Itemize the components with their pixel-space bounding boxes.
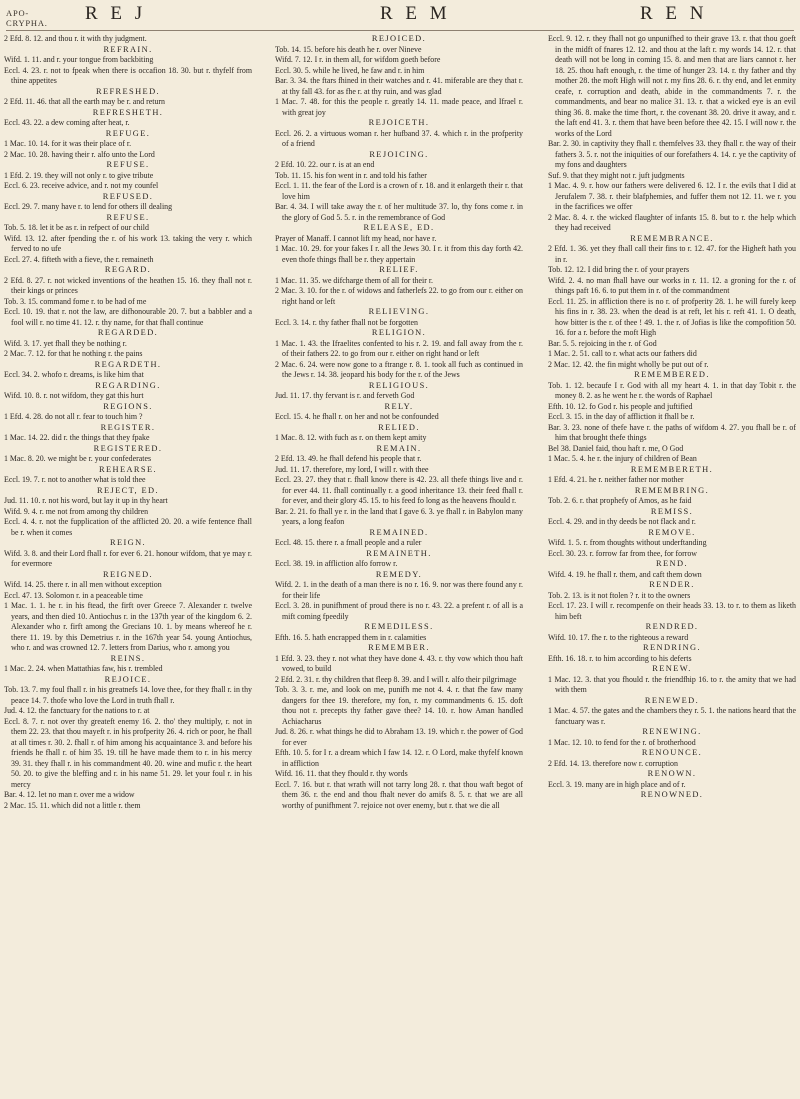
entry-line: 2 Mac. 12. 42. the fin might wholly be put out of r. [548, 359, 709, 369]
entry-line: Tob. 2. 6. r. that prophefy of Amos, as he faid [548, 496, 692, 505]
entry-line: Eccl. 6. 23. receive advice, and r. not my counfel [4, 181, 159, 190]
entry-line: Wifd. 9. 4. r. me not from among thy children [4, 506, 149, 516]
entry-line: 2 Efd. 1. 36. yet they fhall call their fins to r. 12. 47. for the Higheft hath you in r. [548, 244, 796, 264]
headword: REND. [656, 559, 688, 568]
entry-line: Eccl. 27. 4. fifteth with a fieve, the r. remaineth [4, 254, 154, 264]
entry-line: Bar. 4. 34. I will take away the r. of her multitude 37. lo, thy fons come r. in the glory of God 5. 5. r. in the remembrance of God [275, 202, 523, 222]
column-2 [275, 34, 523, 1094]
entry-line: Eccl. 3. 19. many are in high place and of r. [548, 779, 686, 789]
entry-line: Tob. 12. 12. I did bring the r. of your prayers [548, 265, 690, 274]
entry-line: 1 Mac. 4. 9. r. how our fathers were delivered 6. 12. I r. the evils that I did at Jerufalem 7. 38. r. their blafphemies, and fuffer them not 12. 11. we r. you in the facrifices we offer [548, 181, 796, 211]
headword: REIGNED. [102, 569, 154, 579]
entry-line: 1 Mac. 1. 43. the Ifraelites confented to his r. 2. 19. and fall away from the r. of their fathers 22. to go from our r. either on right hand or left [275, 338, 523, 358]
entry-line: 2 Efd. 8. 27. r. not wicked inventions of the heathen 15. 16. they fhall not r. their kings or princes [4, 275, 252, 295]
catchword-middle: R E M [380, 3, 451, 24]
column-3 [548, 34, 796, 1094]
entry-line: 1 Mac. 2. 51. call to r. what acts our fathers did [548, 349, 697, 358]
entry-line: Tob. 14. 15. before his death he r. over Nineve [275, 44, 422, 54]
headword: REMAINED. [369, 527, 429, 537]
entry-line: Wifd. 14. 25. there r. in all men without exception [4, 580, 162, 589]
entry-line: Bar. 5. 5. rejoicing in the r. of God [548, 338, 657, 348]
entry-line: Eccl. 23. 27. they that r. fhall know there is 42. 23. all thefe things live and r. for ever 44. 11. fhall continually r. a good inheritance 13. their feed fhall r. for ever, and their glory 45. 15. to his feed fo long as the heavens fhould r. [275, 475, 523, 505]
headword: REMOVE. [648, 527, 696, 537]
headword: REMEDILESS. [364, 622, 434, 631]
headword: REJOICED. [371, 34, 427, 43]
entry-line: Jud. 4. 12. the fanctuary for the nations to r. at [4, 706, 150, 715]
headword: REMEMBERED. [634, 370, 710, 379]
entry-line: Bar. 4. 12. let no man r. over me a widow [4, 790, 135, 799]
entry-line: 1 Efd. 4. 21. he r. neither father nor mother [548, 475, 684, 484]
entry-line: 1 Mac. 5. 4. he r. the injury of children of Bean [548, 454, 697, 463]
entry-line: Jud. 11. 10. r. not his word, but lay it up in thy heart [4, 496, 168, 505]
entry-line: Tob. 3. 3. r. me, and look on me, punifh me not 4. 4. r. that fhe faw many dangers for thee 19. therefore, my fon, r. my commandments 6. 15. doft thou not r. precepts thy father gave thee? 14. 10. r. how Aman handled Achiacharus [275, 685, 523, 726]
header-rule [6, 30, 794, 31]
headword: REGARD. [104, 265, 152, 274]
entry-line: 1 Mac. 12. 3. that you fhould r. the friendfhip 16. to r. the amity that we had with them [548, 674, 796, 694]
headword: RENOWN. [647, 769, 697, 778]
headword: REGISTERED. [93, 443, 163, 453]
entry-line: Wifd. 4. 19. he fhall r. them, and caft them down [548, 569, 702, 579]
entry-line: Eccl. 34. 2. whofo r. dreams, is like him that [4, 370, 144, 379]
headword: REHEARSE. [99, 464, 157, 474]
entry-line: Eccl. 4. 4. r. not the fupplication of the afflicted 20. 20. a wife fentence fhall be r. when it comes [4, 517, 252, 537]
headword: RENDER. [649, 580, 695, 589]
headword: RELIGIOUS. [368, 380, 430, 390]
entry-line: 1 Mac. 10. 14. for it was their place of r. [4, 139, 132, 148]
headword: REMEMBRANCE. [630, 233, 714, 243]
entry-line: Bar. 2. 30. in captivity they fhall r. themfelves 33. they fhall r. the way of their fathers 3. 5. r. not the iniquities of our forefathers 4. 14. r. ye the captivity of my fons and daughters [548, 139, 796, 169]
entry-line: Wifd. 7. 12. I r. in them all, for wifdom goeth before [275, 55, 441, 64]
entry-line: Bar. 3. 23. none of thefe have r. the paths of wifdom 4. 27. you fhall be r. of him that brought thefe things [548, 422, 796, 442]
headword: REJOICE. [104, 674, 152, 684]
headword: REFUSE. [106, 160, 150, 169]
headword: REGARDING. [95, 380, 161, 390]
entry-line: Wifd. 2. 1. in the death of a man there is no r. 16. 9. nor was there found any r. for their life [275, 580, 523, 600]
entry-line: 1 Efd. 4. 28. do not all r. fear to touch him ? [4, 412, 143, 421]
catchword-right: R E N [640, 3, 708, 24]
entry-line: Eccl. 3. 14. r. thy father fhall not be forgotten [275, 317, 418, 327]
entry-line: Eccl. 7. 16. but r. that wrath will not tarry long 28. r. that thou waft begot of them 36. r. the end and thou fhalt never do amifs 8. 5. r. that we are all worthy of punifhment 7. rejoice not over enemy, but r. that we die all [275, 779, 523, 810]
headword: RELEASE, ED. [363, 223, 435, 232]
headword: REJOICING. [369, 149, 429, 159]
entry-line: Eccl. 29. 7. many have r. to lend for others ill dealing [4, 202, 173, 211]
headword: REIGN. [109, 538, 147, 547]
headword: REMISS. [650, 506, 694, 516]
headword: RENEWING. [642, 727, 702, 736]
entry-line: Tob. 1. 12. becaufe I r. God with all my heart 4. 1. in that day Tobit r. the money 8. 2. as he went he r. the words of Raphael [548, 380, 796, 400]
headword: REGARDETH. [94, 359, 162, 369]
entry-line: Efth. 16. 5. hath encrapped them in r. calamities [275, 632, 427, 642]
headword: RENDRING. [643, 643, 701, 652]
entry-line: Efth. 16. 18. r. to him according to his deferts [548, 653, 692, 663]
entry-line: 1 Efd. 2. 19. they will not only r. to give tribute [4, 170, 154, 180]
headword: RENOWNED. [640, 790, 704, 799]
column-1 [4, 34, 252, 1094]
entry-line: 2 Efd. 11. 46. that all the earth may be r. and return [4, 97, 165, 106]
entry-line: Eccl. 30. 23. r. forrow far from thee, for forrow [548, 548, 697, 558]
entry-line: 2 Efd. 8. 12. and thou r. it with thy judgment. [4, 34, 147, 43]
headword: RENEWED. [644, 695, 700, 705]
entry-line: Eccl. 11. 25. in affliction there is no r. of profperity 28. 1. he will furely keep his fins in r. 38. 23. when the dead is at reft, let his r. reft 41. 1. O death, how bitter is the r. of thee ! 49. 1. the r. of Jofias is like the compofition 50. 16. for a r. before the moft High [548, 296, 796, 337]
running-head-line-2: CRYPHA. [6, 18, 48, 28]
entry-line: 2 Efd. 10. 22. our r. is at an end [275, 160, 375, 169]
headword: REFRAIN. [103, 44, 153, 54]
entry-line: Wifd. 2. 4. no man fhall have our works in r. 11. 12. a groning for the r. of things paft 16. 6. to put them in r. of the commandment [548, 275, 796, 295]
entry-line: 1 Mac. 4. 57. the gates and the chambers they r. 5. 1. the nations heard that the fanctuary was r. [548, 706, 796, 726]
entry-line: Eccl. 47. 13. Solomon r. in a peaceable time [4, 590, 143, 600]
headword: RELY. [384, 401, 414, 411]
entry-line: Bar. 3. 34. the ftars fhined in their watches and r. 41. miferable are they that r. at thy fall 43. for as fhe r. at thy ruin, and was glad [275, 76, 523, 96]
headword: REINS. [110, 653, 146, 663]
entry-line: Bar. 2. 21. fo fhall ye r. in the land that I gave 6. 3. ye fhall r. in Babylon many years, a long feafon [275, 506, 523, 526]
entry-line: Eccl. 17. 23. I will r. recompenfe on their heads 33. 13. to r. to them as liketh him beft [548, 601, 796, 621]
headword: RELIEVING. [368, 307, 430, 316]
entry-line: Tob. 3. 15. command fome r. to be had of me [4, 296, 147, 306]
entry-line: Tob. 5. 18. let it be as r. in refpect of our child [4, 223, 149, 232]
entry-line: Eccl. 19. 7. r. not to another what is told thee [4, 475, 146, 484]
running-head-apocrypha [6, 8, 48, 28]
headword: REMEMBER. [368, 643, 430, 652]
entry-line: Eccl. 30. 5. while he lived, he faw and r. in him [275, 65, 425, 75]
entry-line: Eccl. 26. 2. a virtuous woman r. her hufband 37. 4. which r. in the profperity of a friend [275, 128, 523, 148]
entry-line: 2 Mac. 7. 12. for that he nothing r. the pains [4, 349, 143, 358]
headword: REMEMBRING. [634, 485, 710, 495]
entry-line: Wifd. 13. 12. after fpending the r. of his work 13. taking the very r. which ferved to no ufe [4, 233, 252, 253]
entry-line: 1 Efd. 3. 23. they r. not what they have done 4. 43. r. thy vow which thou haft vowed, to build [275, 653, 523, 673]
headword: REGISTER. [100, 422, 156, 432]
entry-line: Eccl. 1. 11. the fear of the Lord is a crown of r. 18. and it enlargeth their r. that love him [275, 181, 523, 201]
headword: REFRESHETH. [92, 107, 164, 117]
entry-line: 1 Mac. 12. 10. to fend for the r. of brotherhood [548, 737, 696, 747]
entry-line: Jud. 11. 17. therefore, my lord, I will r. with thee [275, 464, 429, 474]
entry-line: 1 Mac. 7. 48. for this the people r. greatly 14. 11. made peace, and Ifrael r. with great joy [275, 97, 523, 117]
headword: REMAINETH. [366, 548, 432, 558]
entry-line: Tob. 13. 7. my foul fhall r. in his greatnefs 14. love thee, for they fhall r. in thy peace 14. 7. thofe who love the Lord in truth fhall r. [4, 685, 252, 705]
headword: REGIONS. [103, 401, 153, 411]
entry-line: 2 Efd. 13. 49. he fhall defend his people that r. [275, 454, 422, 463]
entry-line: 1 Mac. 8. 20. we might be r. your confederates [4, 454, 152, 463]
entry-line: 2 Mac. 8. 4. r. the wicked flaughter of infants 15. 8. but to r. the help which they had received [548, 212, 796, 232]
headword: RELIEF. [379, 265, 419, 274]
headword: REMEMBERETH. [630, 464, 714, 474]
entry-line: Wifd. 16. 11. that they fhould r. thy words [275, 769, 408, 778]
entry-line: Eccl. 4. 29. and in thy deeds be not flack and r. [548, 517, 696, 526]
headword: REMEDY. [375, 569, 423, 579]
headword: RENDRED. [645, 622, 699, 631]
entry-line: 1 Mac. 11. 35. we difcharge them of all for their r. [275, 275, 433, 285]
entry-line: Wifd. 10. 17. fhe r. to the righteous a reward [548, 632, 689, 642]
entry-line: Eccl. 3. 15. in the day of affliction it fhall be r. [548, 412, 695, 421]
entry-line: Eccl. 10. 19. that r. not the law, are difhonourable 20. 7. but a babbler and a fool will r. no time 41. 12. r. thy name, for that fhall continue [4, 307, 252, 327]
entry-line: Wifd. 1. 5. r. from thoughts without underftanding [548, 538, 707, 547]
entry-line: 2 Mac. 15. 11. which did not a little r. them [4, 800, 141, 810]
entry-line: Efth. 10. 5. for I r. a dream which I faw 14. 12. r. O Lord, make thyfelf known in affliction [275, 748, 523, 768]
entry-line: Jud. 11. 17. thy fervant is r. and ferveth God [275, 391, 415, 400]
entry-line: Jud. 8. 26. r. what things he did to Abraham 13. 19. which r. the power of God for ever [275, 727, 523, 747]
entry-line: 1 Mac. 14. 22. did r. the things that they fpake [4, 433, 150, 442]
headword: RELIED. [378, 422, 420, 432]
headword: REFUSED. [102, 191, 154, 201]
headword: RELIGION. [371, 328, 427, 337]
entry-line: Tob. 2. 13. is it not ftolen ? r. it to the owners [548, 590, 691, 600]
entry-line: 2 Efd. 14. 13. therefore now r. corruption [548, 758, 678, 768]
entry-line: Prayer of Manaff. I cannot lift my head, nor have r. [275, 233, 437, 243]
entry-line: Eccl. 38. 19. in affliction alfo forrow r. [275, 559, 398, 568]
entry-line: 2 Mac. 3. 10. for the r. of widows and fatherlefs 22. to go from our r. either on right hand or left [275, 286, 523, 306]
headword: REFRESHED. [95, 86, 161, 96]
entry-line: Eccl. 3. 28. in punifhment of proud there is no r. 43. 22. a prefent r. of all is a mift coming fpeedily [275, 601, 523, 621]
entry-line: Wifd. 3. 8. and their Lord fhall r. for ever 6. 21. honour wifdom, that ye may r. for evermore [4, 548, 252, 568]
headword: REMAIN. [376, 443, 422, 453]
entry-line: Wifd. 1. 11. and r. your tongue from backbiting [4, 55, 154, 64]
headword: REGARDED. [97, 328, 159, 337]
entry-line: 1 Mac. 1. 1. he r. in his ftead, the firft over Greece 7. Alexander r. twelve years, and then died 10. Antiochus r. in the 137th year of the kingdom 6. 2. Alexander who r. firft among the Grecians 10. 1. by means whereof he r. there 11. 19. by this Demetrius r. in the 167th year 54. young Antiochus, who r. and was crowned 12. 7. letters from Darius, who r. among you [4, 601, 252, 652]
entry-line: 1 Mac. 8. 12. with fuch as r. on them kept amity [275, 433, 427, 442]
catchword-left: R E J [85, 3, 147, 24]
entry-line: Eccl. 8. 7. r. not over thy greateft enemy 16. 2. tho' they multiply, r. not in them 22. 23. that thou mayeft r. in his profperity 26. 4. rich or poor, he fhall at all times r. 30. 2. fhall r. of him among his acquaintance 3. and before his friends he fhall r. of him 35. 19. till he have made them to r. in his mercy 39. 31. they fhall r. in his commandment 40. 20. wine and mufic r. the heart 50. 20. to give the bleffing and r. in his name 51. 29. let your foul r. in his mercy [4, 716, 252, 789]
entry-line: Bel 38. Daniel faid, thou haft r. me, O God [548, 443, 684, 453]
entry-line: 1 Mac. 10. 29. for your fakes I r. all the Jews 30. I r. it from this day forth 42. even thofe things fhall be r. they appertain [275, 244, 523, 264]
entry-line: 2 Mac. 6. 24. were now gone to a ftrange r. 8. 1. took all fuch as continued in the Jews r. 14. 38. jeopard his body for the r. of the Jews [275, 359, 523, 379]
entry-line: Suf. 9. that they might not r. juft judgments [548, 170, 685, 180]
headword: REJECT, ED. [96, 485, 159, 495]
entry-line: Eccl. 15. 4. he fhall r. on her and not be confounded [275, 412, 439, 421]
headword: REJOICETH. [368, 118, 430, 127]
entry-line: Efth. 10. 12. fo God r. his people and juftified [548, 401, 693, 411]
entry-line: 2 Efd. 2. 31. r. thy children that fleep 8. 39. and I will r. alfo their pilgrimage [275, 674, 517, 684]
entry-line: 2 Mac. 10. 28. having their r. alfo unto the Lord [4, 149, 155, 159]
entry-line: Eccl. 43. 22. a dew coming after heat, r. [4, 118, 130, 127]
headword: REFUGE. [105, 128, 151, 138]
entry-line: Wifd. 3. 17. yet fhall they be nothing r. [4, 338, 127, 348]
entry-line: Eccl. 4. 23. r. not to fpeak when there is occafion 18. 30. but r. thyfelf from thine appetites [4, 65, 252, 85]
headword: REFUSE. [106, 212, 150, 222]
headword: RENEW. [652, 664, 692, 673]
entry-line: Tob. 11. 15. his fon went in r. and told his father [275, 170, 427, 180]
entry-line: Wifd. 10. 8. r. not wifdom, they gat this hurt [4, 391, 144, 400]
running-head-line-1: APO- [6, 8, 30, 18]
entry-line: 1 Mac. 2. 24. when Mattathias faw, his r. trembled [4, 664, 163, 673]
entry-line: Eccl. 9. 12. r. they fhall not go unpunifhed to their grave 13. r. that thou goeft in the midft of fnares 12. 12. and thou at the laft r. my words 14. 12. r. that death will not be long in coming 15. 8. and men that are liars cannot r. her 18. 25. thou haft enough, r. the time of hunger 23. 14. r. thy father and thy mother 28. the moft High will not r. my fins 28. 6. r. thy end, and let enmity ceafe, r. corruption and death, abide in the commandments 7. r. the commandments, and bear no malice 31. 13. r. that a wicked eye is an evil thing 36. 8. make the time fhort, r. the covenant 38. 20. drive it away, and r. the laft end 41. 3. r. them that have been before thee 42. 15. I will now r. the works of the Lord [548, 34, 796, 138]
entry-line: Eccl. 48. 15. there r. a fmall people and a ruler [275, 538, 422, 547]
headword: RENOUNCE. [641, 748, 703, 757]
